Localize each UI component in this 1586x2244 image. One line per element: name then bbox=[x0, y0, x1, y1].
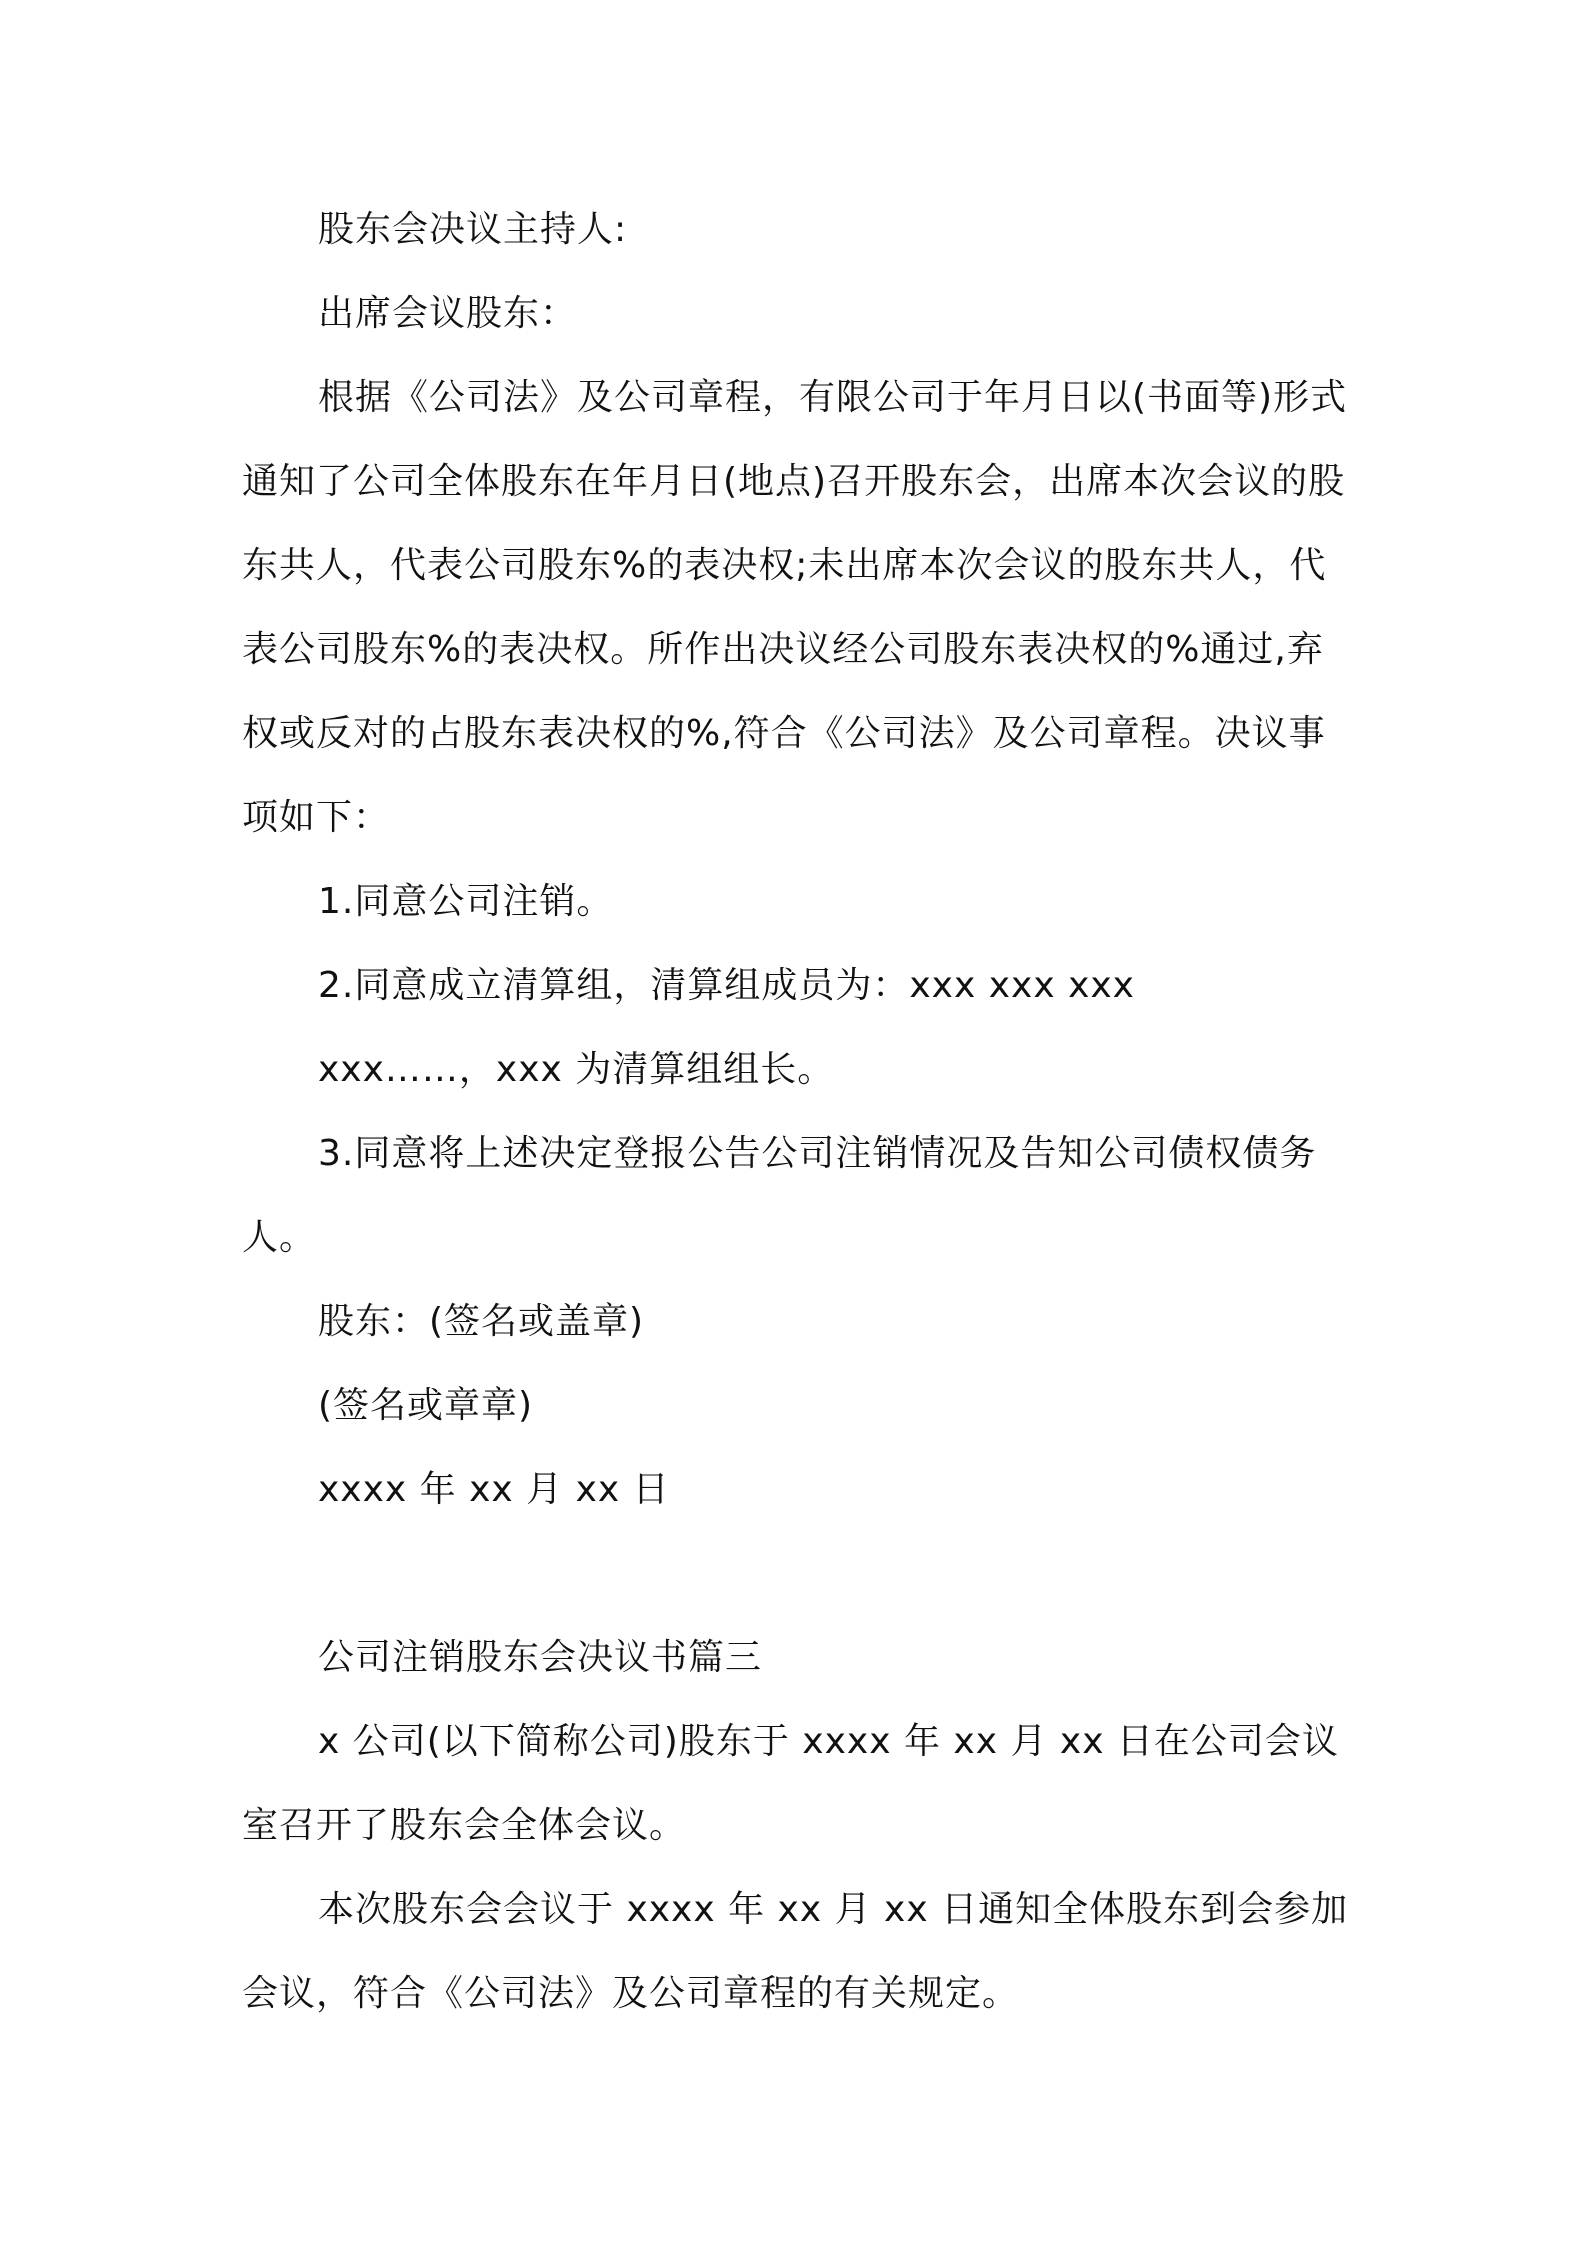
section-spacer bbox=[242, 1532, 1358, 1616]
document-body bbox=[242, 188, 1358, 2036]
signature-note: (签名或章章) bbox=[318, 1385, 534, 1426]
resolution-item-1: 1.同意公司注销。 bbox=[318, 881, 614, 922]
resolution-item-3: 3.同意将上述决定登报公告公司注销情况及告知公司债权债务人。 bbox=[242, 1133, 1317, 1258]
section-title: 公司注销股东会决议书篇三 bbox=[318, 1637, 763, 1678]
meeting-intro-paragraph: x 公司(以下简称公司)股东于 xxxx 年 xx 月 xx 日在公司会议室召开了股东会全体会议。 bbox=[242, 1721, 1339, 1846]
resolution-item-2-continued: xxx……，xxx 为清算组组长。 bbox=[318, 1049, 835, 1090]
meeting-host-line: 股东会决议主持人: bbox=[318, 209, 628, 250]
resolution-basis-paragraph: 根据《公司法》及公司章程，有限公司于年月日以(书面等)形式通知了公司全体股东在年月日(地点)召开股东会，出席本次会议的股东共人，代表公司股东%的表决权;未出席本次会议的股东共人，代表公司股东%的表决权。所作出决议经公司股东表决权的%通过,弃权或反对的占股东表决权的%,符合《公司法》及公司章程。决议事项如下： bbox=[242, 377, 1348, 838]
date-line: xxxx 年 xx 月 xx 日 bbox=[318, 1469, 670, 1510]
shareholder-signature-line: 股东：(签名或盖章) bbox=[318, 1301, 645, 1342]
meeting-notice-paragraph: 本次股东会会议于 xxxx 年 xx 月 xx 日通知全体股东到会参加会议，符合《公司法》及公司章程的有关规定。 bbox=[242, 1889, 1349, 2014]
resolution-item-2: 2.同意成立清算组，清算组成员为：xxx xxx xxx bbox=[318, 965, 1135, 1006]
attending-shareholders-line: 出席会议股东： bbox=[318, 293, 578, 334]
